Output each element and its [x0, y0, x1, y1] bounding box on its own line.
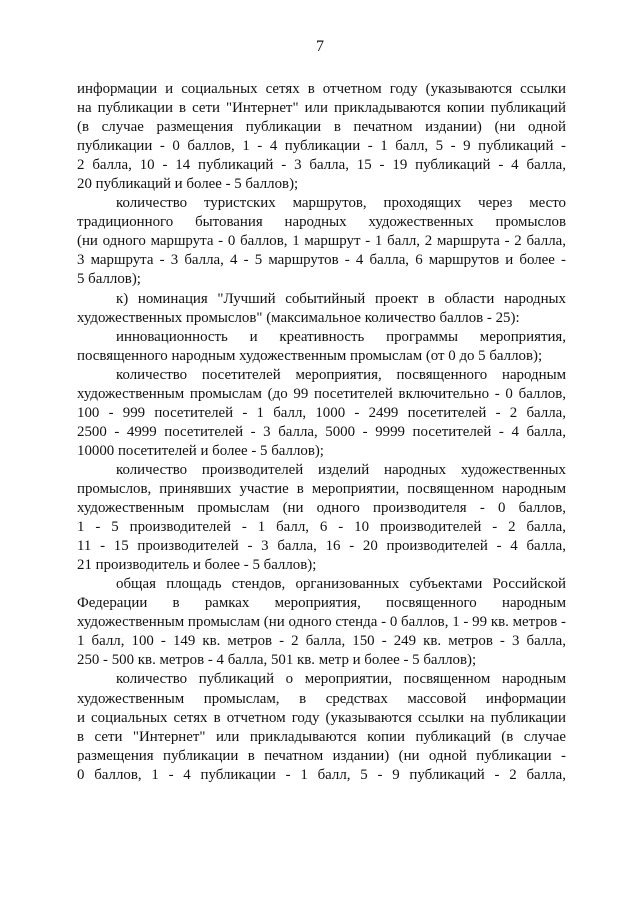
text-line: информации и социальных сетях в отчетном году (указываются ссылки — [77, 81, 566, 97]
text-line: публикации - 0 баллов, 1 - 4 публикации - 1 балл, 5 - 9 публикаций - — [77, 138, 566, 155]
text-line: (ни одного маршрута - 0 баллов, 1 маршрут - 1 балл, 2 маршрута - 2 балла, — [77, 233, 566, 250]
text-line: 0 баллов, 1 - 4 публикации - 1 балл, 5 - 9 публикаций - 2 балла, — [77, 766, 566, 783]
text-line: и социальных сетях в отчетном году (указываются ссылки на публикации — [77, 709, 566, 726]
text-line: количество производителей изделий народных художественных — [116, 461, 566, 478]
text-line: инновационность и креативность программы мероприятия, — [116, 328, 566, 345]
text-line: 5 баллов); — [77, 271, 141, 288]
text-line: художественным промыслам, в средствах массовой информации — [77, 690, 566, 707]
text-line: художественным промыслам (до 99 посетителей включительно - 0 баллов, — [77, 385, 566, 402]
text-line: 1 - 5 производителей - 1 балл, 6 - 10 производителей - 2 балла, — [77, 519, 566, 536]
text-line: художественным промыслам (ни одного производителя - 0 баллов, — [77, 500, 566, 517]
text-line: 10000 посетителей и более - 5 баллов); — [77, 442, 324, 459]
text-line: 1 балл, 100 - 149 кв. метров - 2 балла, 150 - 249 кв. метров - 3 балла, — [77, 633, 566, 650]
text-line: художественных промыслов" (максимальное количество баллов - 25): — [77, 309, 520, 326]
text-line: промыслов, принявших участие в мероприятии, посвященном народным — [77, 480, 566, 497]
text-line: посвященного народным художественным промыслам (от 0 до 5 баллов); — [77, 347, 543, 364]
text-line: на публикации в сети "Интернет" или прикладываются копии публикаций — [77, 100, 566, 117]
text-line: 250 - 500 кв. метров - 4 балла, 501 кв. метр и более - 5 баллов); — [77, 652, 477, 669]
text-line: Федерации в рамках мероприятия, посвященного народным — [77, 595, 566, 612]
text-line: 21 производитель и более - 5 баллов); — [77, 557, 317, 574]
document-body — [77, 80, 566, 785]
text-line: традиционного бытования народных художественных промыслов — [77, 214, 566, 231]
page-number: 7 — [316, 38, 324, 55]
text-line: (в случае размещения публикации в печатном издании) (ни одной — [77, 119, 566, 136]
text-line: к) номинация "Лучший событийный проект в области народных — [116, 290, 566, 307]
text-line: в сети "Интернет" или прикладываются копии публикаций (в случае — [77, 728, 566, 745]
text-line: 2 балла, 10 - 14 публикаций - 3 балла, 15 - 19 публикаций - 4 балла, — [77, 157, 566, 174]
text-line: 3 маршрута - 3 балла, 4 - 5 маршрутов - 4 балла, 6 маршрутов и более - — [77, 252, 566, 269]
text-line: общая площадь стендов, организованных субъектами Российской — [116, 576, 566, 593]
text-line: размещения публикации в печатном издании) (ни одной публикации - — [77, 747, 566, 764]
text-line: 100 - 999 посетителей - 1 балл, 1000 - 2499 посетителей - 2 балла, — [77, 404, 566, 421]
text-line: количество посетителей мероприятия, посвященного народным — [116, 366, 566, 383]
text-line: художественным промыслам (ни одного стенда - 0 баллов, 1 - 99 кв. метров - — [77, 614, 566, 631]
text-line: количество туристских маршрутов, проходящих через место — [116, 195, 566, 212]
text-line: 2500 - 4999 посетителей - 3 балла, 5000 - 9999 посетителей - 4 балла, — [77, 423, 566, 440]
text-line: количество публикаций о мероприятии, посвященном народным — [116, 671, 566, 688]
text-line: 20 публикаций и более - 5 баллов); — [77, 176, 299, 193]
text-line: 11 - 15 производителей - 3 балла, 16 - 20 производителей - 4 балла, — [77, 538, 566, 555]
